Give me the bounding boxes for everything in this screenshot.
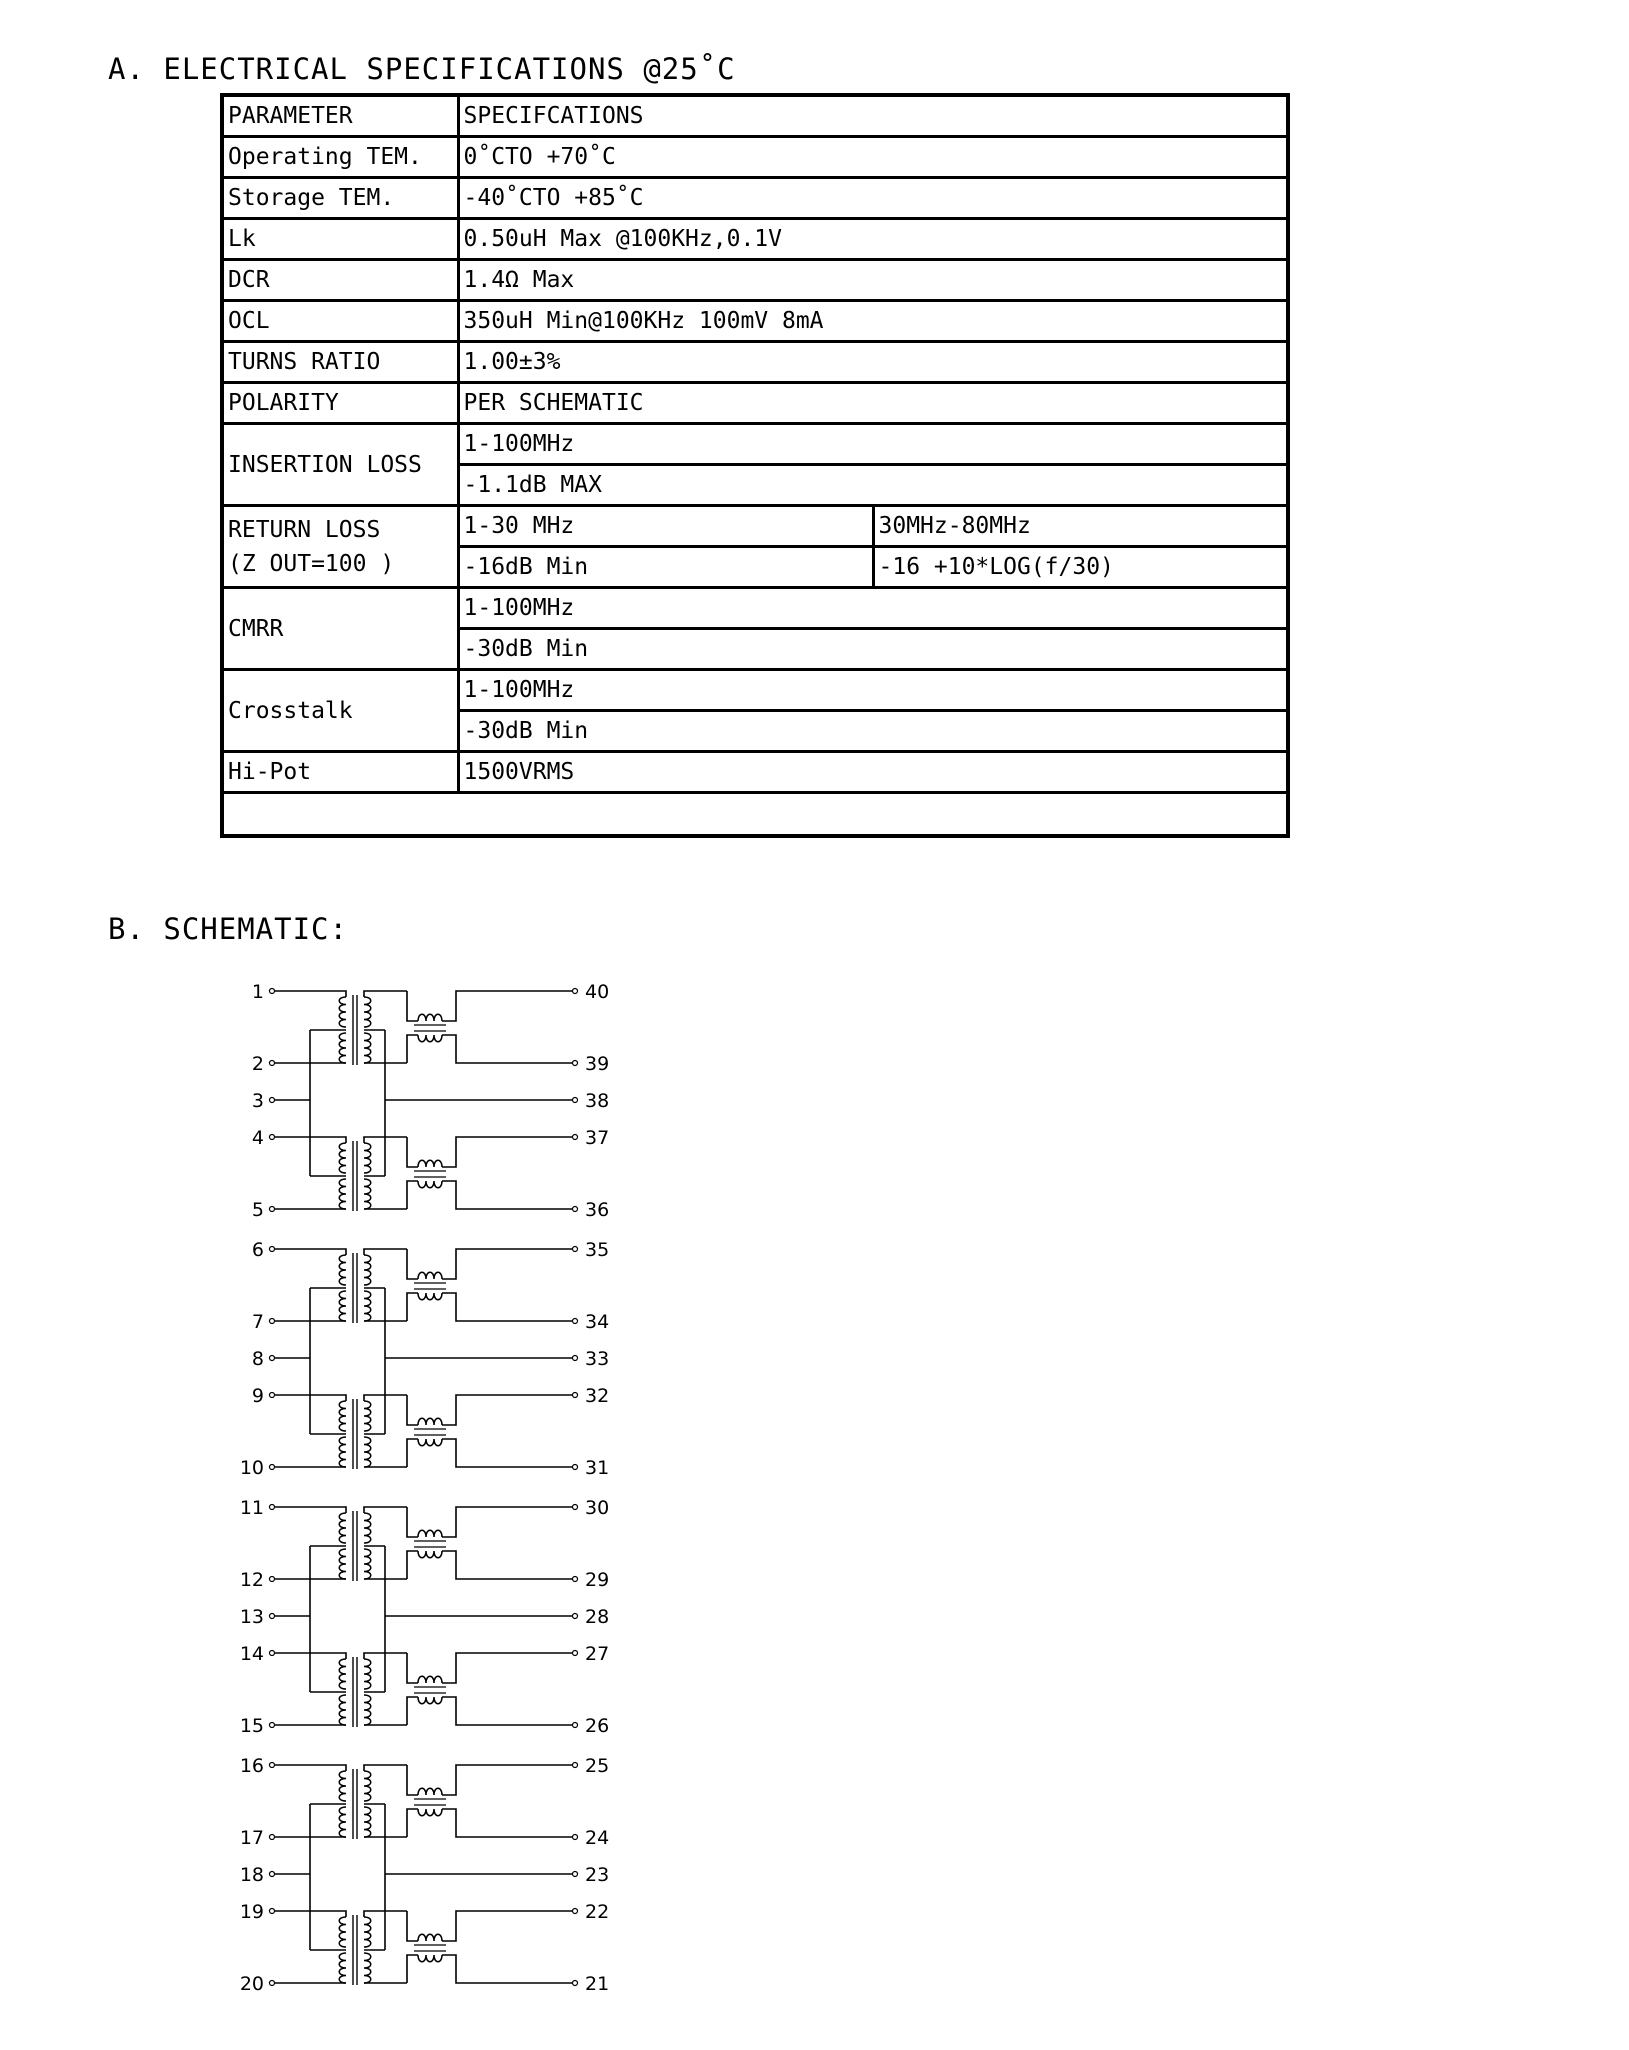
pin-label-right: 23 [585, 1864, 610, 1886]
choke-winding [418, 1418, 442, 1425]
wire [442, 1035, 572, 1063]
pin-label-right: 31 [585, 1457, 610, 1479]
wire [407, 1249, 418, 1279]
spec-cell: -30dB Min [458, 711, 1288, 752]
channel-group [240, 1239, 609, 1479]
pin-terminal [573, 1651, 578, 1656]
table-header-row [222, 95, 1288, 137]
table-row [222, 301, 1288, 342]
spec-cell: 350uH Min@100KHz 100mV 8mA [458, 301, 1288, 342]
pin-label-left: 20 [239, 1973, 264, 1995]
pin-terminal [573, 1577, 578, 1582]
spec-cell: 0˚CTO +70˚C [458, 137, 1288, 178]
choke-winding [418, 1697, 442, 1704]
choke-winding [418, 1809, 442, 1816]
pin-terminal [573, 1135, 578, 1140]
pin-label-left: 15 [239, 1715, 264, 1737]
spec-cell: -16dB Min [458, 547, 873, 588]
pin-label-right: 32 [585, 1385, 610, 1407]
wire [442, 1653, 572, 1683]
pin-terminal [573, 1909, 578, 1914]
transformer-winding [364, 1401, 371, 1431]
pin-label-left: 9 [251, 1385, 264, 1407]
param-cell-return-loss [222, 506, 458, 588]
wire [407, 1181, 418, 1209]
pin-terminal [270, 1465, 275, 1470]
channel-group [252, 981, 609, 1221]
pin-label-left: 16 [239, 1755, 264, 1777]
spec-cell: -16 +10*LOG(f/30) [873, 547, 1288, 588]
pin-terminal [270, 1981, 275, 1986]
table-row-return-loss [222, 506, 1288, 547]
pin-label-right: 36 [585, 1199, 610, 1221]
pin-label-right: 33 [585, 1348, 610, 1370]
transformer-winding [364, 1771, 371, 1801]
pin-terminal [270, 1319, 275, 1324]
spec-cell: -40˚CTO +85˚C [458, 178, 1288, 219]
channel-group [240, 1755, 609, 1995]
param-cell: POLARITY [222, 383, 458, 424]
transformer-winding [339, 1143, 346, 1173]
transformer-winding [339, 1437, 346, 1467]
table-row [222, 219, 1288, 260]
pin-label-right: 24 [585, 1827, 610, 1849]
pin-terminal [573, 1247, 578, 1252]
table-row [222, 260, 1288, 301]
choke-winding [418, 1439, 442, 1446]
pin-terminal [270, 1356, 275, 1361]
pin-label-right: 28 [585, 1606, 610, 1628]
pin-label-left: 13 [239, 1606, 264, 1628]
pin-terminal [573, 1723, 578, 1728]
wire [442, 1395, 572, 1425]
pin-terminal [573, 1207, 578, 1212]
spec-cell: 0.50uH Max @100KHz,0.1V [458, 219, 1288, 260]
wire [407, 1293, 418, 1321]
pin-label-left: 8 [251, 1348, 264, 1370]
pin-label-left: 19 [239, 1901, 264, 1923]
transformer-winding [364, 1807, 371, 1837]
spec-cell: 1-30 MHz [458, 506, 873, 547]
pin-terminal [573, 1061, 578, 1066]
choke-winding [418, 1955, 442, 1962]
section-b-title: B. SCHEMATIC: [108, 912, 348, 946]
header-parameter: PARAMETER [222, 95, 458, 137]
param-cell: Operating TEM. [222, 137, 458, 178]
wire [407, 1809, 418, 1837]
transformer-winding [339, 1917, 346, 1947]
header-specifications: SPECIFCATIONS [458, 95, 1288, 137]
electrical-spec-table [220, 93, 1290, 838]
transformer-winding [364, 1291, 371, 1321]
pin-terminal [573, 989, 578, 994]
pin-label-left: 17 [239, 1827, 264, 1849]
channel-group [240, 1497, 609, 1737]
wire [442, 1249, 572, 1279]
pin-terminal [270, 1651, 275, 1656]
spec-cell: 30MHz-80MHz [873, 506, 1288, 547]
pin-terminal [270, 1098, 275, 1103]
pin-label-right: 29 [585, 1569, 610, 1591]
transformer-winding [339, 1179, 346, 1209]
pin-terminal [573, 1614, 578, 1619]
spec-cell: PER SCHEMATIC [458, 383, 1288, 424]
transformer-winding [339, 1401, 346, 1431]
wire [442, 1507, 572, 1537]
spec-cell: 1.00±3% [458, 342, 1288, 383]
pin-terminal [270, 1207, 275, 1212]
pin-terminal [270, 1909, 275, 1914]
pin-terminal [270, 1872, 275, 1877]
transformer-winding [339, 1659, 346, 1689]
spec-cell: 1.4Ω Max [458, 260, 1288, 301]
pin-terminal [270, 1614, 275, 1619]
wire [442, 1551, 572, 1579]
transformer-winding [339, 1255, 346, 1285]
param-cell: Hi-Pot [222, 752, 458, 793]
choke-winding [418, 1934, 442, 1941]
pin-terminal [573, 1098, 578, 1103]
transformer-winding [364, 1437, 371, 1467]
pin-label-right: 37 [585, 1127, 610, 1149]
wire [407, 1551, 418, 1579]
pin-label-left: 1 [251, 981, 264, 1003]
choke-winding [418, 1160, 442, 1167]
transformer-winding [339, 1291, 346, 1321]
param-cell: DCR [222, 260, 458, 301]
param-cell: Storage TEM. [222, 178, 458, 219]
transformer-winding [364, 1033, 371, 1063]
pin-terminal [573, 1872, 578, 1877]
pin-terminal [270, 1723, 275, 1728]
wire [364, 1507, 407, 1513]
pin-terminal [573, 1356, 578, 1361]
wire [442, 1809, 572, 1837]
empty-cell [222, 793, 1288, 837]
choke-winding [418, 1293, 442, 1300]
wire [442, 1697, 572, 1725]
pin-label-right: 38 [585, 1090, 610, 1112]
choke-winding [418, 1788, 442, 1795]
pin-label-right: 27 [585, 1643, 610, 1665]
wire [407, 991, 418, 1021]
pin-terminal [573, 1393, 578, 1398]
pin-label-left: 12 [239, 1569, 264, 1591]
choke-winding [418, 1035, 442, 1042]
table-row-hipot [222, 752, 1288, 793]
wire [442, 1955, 572, 1983]
transformer-winding [339, 1771, 346, 1801]
table-row-insertion-loss [222, 424, 1288, 465]
wire [407, 1035, 418, 1063]
pin-label-left: 3 [251, 1090, 264, 1112]
pin-label-right: 26 [585, 1715, 610, 1737]
pin-terminal [573, 1465, 578, 1470]
pin-terminal [270, 1247, 275, 1252]
pin-label-left: 5 [251, 1199, 264, 1221]
choke-winding [418, 1014, 442, 1021]
wire [407, 1395, 418, 1425]
pin-terminal [573, 1763, 578, 1768]
transformer-winding [364, 1143, 371, 1173]
transformer-winding [364, 1179, 371, 1209]
transformer-winding [364, 1255, 371, 1285]
table-row-empty [222, 793, 1288, 837]
return-loss-label: RETURN LOSS [228, 516, 381, 543]
pin-label-left: 11 [239, 1497, 264, 1519]
pin-label-right: 40 [585, 981, 610, 1003]
pin-terminal [270, 1763, 275, 1768]
transformer-winding [364, 1513, 371, 1543]
transformer-winding [339, 1953, 346, 1983]
pin-terminal [270, 1835, 275, 1840]
wire [275, 991, 346, 997]
schematic-diagram [200, 965, 640, 2005]
wire [364, 1765, 407, 1771]
transformer-winding [364, 1695, 371, 1725]
transformer-winding [339, 1033, 346, 1063]
wire [407, 1137, 418, 1167]
transformer-winding [339, 1695, 346, 1725]
wire [442, 1137, 572, 1167]
table-row-cmrr [222, 588, 1288, 629]
pin-label-left: 14 [239, 1643, 264, 1665]
transformer-winding [339, 1549, 346, 1579]
transformer-winding [364, 997, 371, 1027]
spec-cell: 1500VRMS [458, 752, 1288, 793]
pin-terminal [573, 1319, 578, 1324]
choke-winding [418, 1272, 442, 1279]
transformer-winding [364, 1549, 371, 1579]
transformer-winding [339, 1513, 346, 1543]
pin-terminal [270, 1393, 275, 1398]
wire [407, 1697, 418, 1725]
pin-terminal [270, 1135, 275, 1140]
pin-label-left: 7 [251, 1311, 264, 1333]
choke-winding [418, 1676, 442, 1683]
wire [364, 991, 407, 997]
transformer-winding [339, 1807, 346, 1837]
param-cell: INSERTION LOSS [222, 424, 458, 506]
pin-label-right: 22 [585, 1901, 610, 1923]
table-row [222, 178, 1288, 219]
table-row [222, 383, 1288, 424]
wire [407, 1911, 418, 1941]
wire [407, 1507, 418, 1537]
wire [407, 1439, 418, 1467]
param-cell: TURNS RATIO [222, 342, 458, 383]
table-row [222, 342, 1288, 383]
pin-terminal [270, 989, 275, 994]
wire [407, 1653, 418, 1683]
param-cell: OCL [222, 301, 458, 342]
choke-winding [418, 1181, 442, 1188]
wire [442, 1439, 572, 1467]
spec-cell: -1.1dB MAX [458, 465, 1288, 506]
spec-cell: 1-100MHz [458, 424, 1288, 465]
transformer-winding [364, 1917, 371, 1947]
spec-cell: 1-100MHz [458, 670, 1288, 711]
transformer-winding [364, 1953, 371, 1983]
transformer-winding [339, 997, 346, 1027]
pin-label-left: 2 [251, 1053, 264, 1075]
pin-label-right: 21 [585, 1973, 610, 1995]
pin-label-left: 10 [239, 1457, 264, 1479]
return-loss-impedance: (Z OUT=100 ) [228, 550, 395, 577]
pin-terminal [573, 1505, 578, 1510]
wire [442, 1911, 572, 1941]
param-cell: CMRR [222, 588, 458, 670]
pin-terminal [573, 1835, 578, 1840]
pin-label-left: 18 [239, 1864, 264, 1886]
pin-terminal [270, 1505, 275, 1510]
transformer-winding [364, 1659, 371, 1689]
choke-winding [418, 1551, 442, 1558]
spec-cell: 1-100MHz [458, 588, 1288, 629]
param-cell: Lk [222, 219, 458, 260]
wire [442, 1181, 572, 1209]
section-a-title: A. ELECTRICAL SPECIFICATIONS @25˚C [108, 52, 736, 86]
spec-cell: -30dB Min [458, 629, 1288, 670]
wire [364, 1249, 407, 1255]
wire [442, 1293, 572, 1321]
wire [442, 991, 572, 1021]
pin-terminal [270, 1061, 275, 1066]
wire [275, 1249, 346, 1255]
table-row [222, 137, 1288, 178]
table-row-crosstalk [222, 670, 1288, 711]
param-cell: Crosstalk [222, 670, 458, 752]
wire [407, 1955, 418, 1983]
pin-label-right: 35 [585, 1239, 610, 1261]
pin-label-right: 39 [585, 1053, 610, 1075]
pin-label-right: 25 [585, 1755, 610, 1777]
pin-label-left: 4 [251, 1127, 264, 1149]
wire [275, 1765, 346, 1771]
choke-winding [418, 1530, 442, 1537]
wire [275, 1507, 346, 1513]
pin-terminal [270, 1577, 275, 1582]
pin-label-left: 6 [251, 1239, 264, 1261]
wire [442, 1765, 572, 1795]
pin-label-right: 34 [585, 1311, 610, 1333]
wire [407, 1765, 418, 1795]
pin-label-right: 30 [585, 1497, 610, 1519]
pin-terminal [573, 1981, 578, 1986]
